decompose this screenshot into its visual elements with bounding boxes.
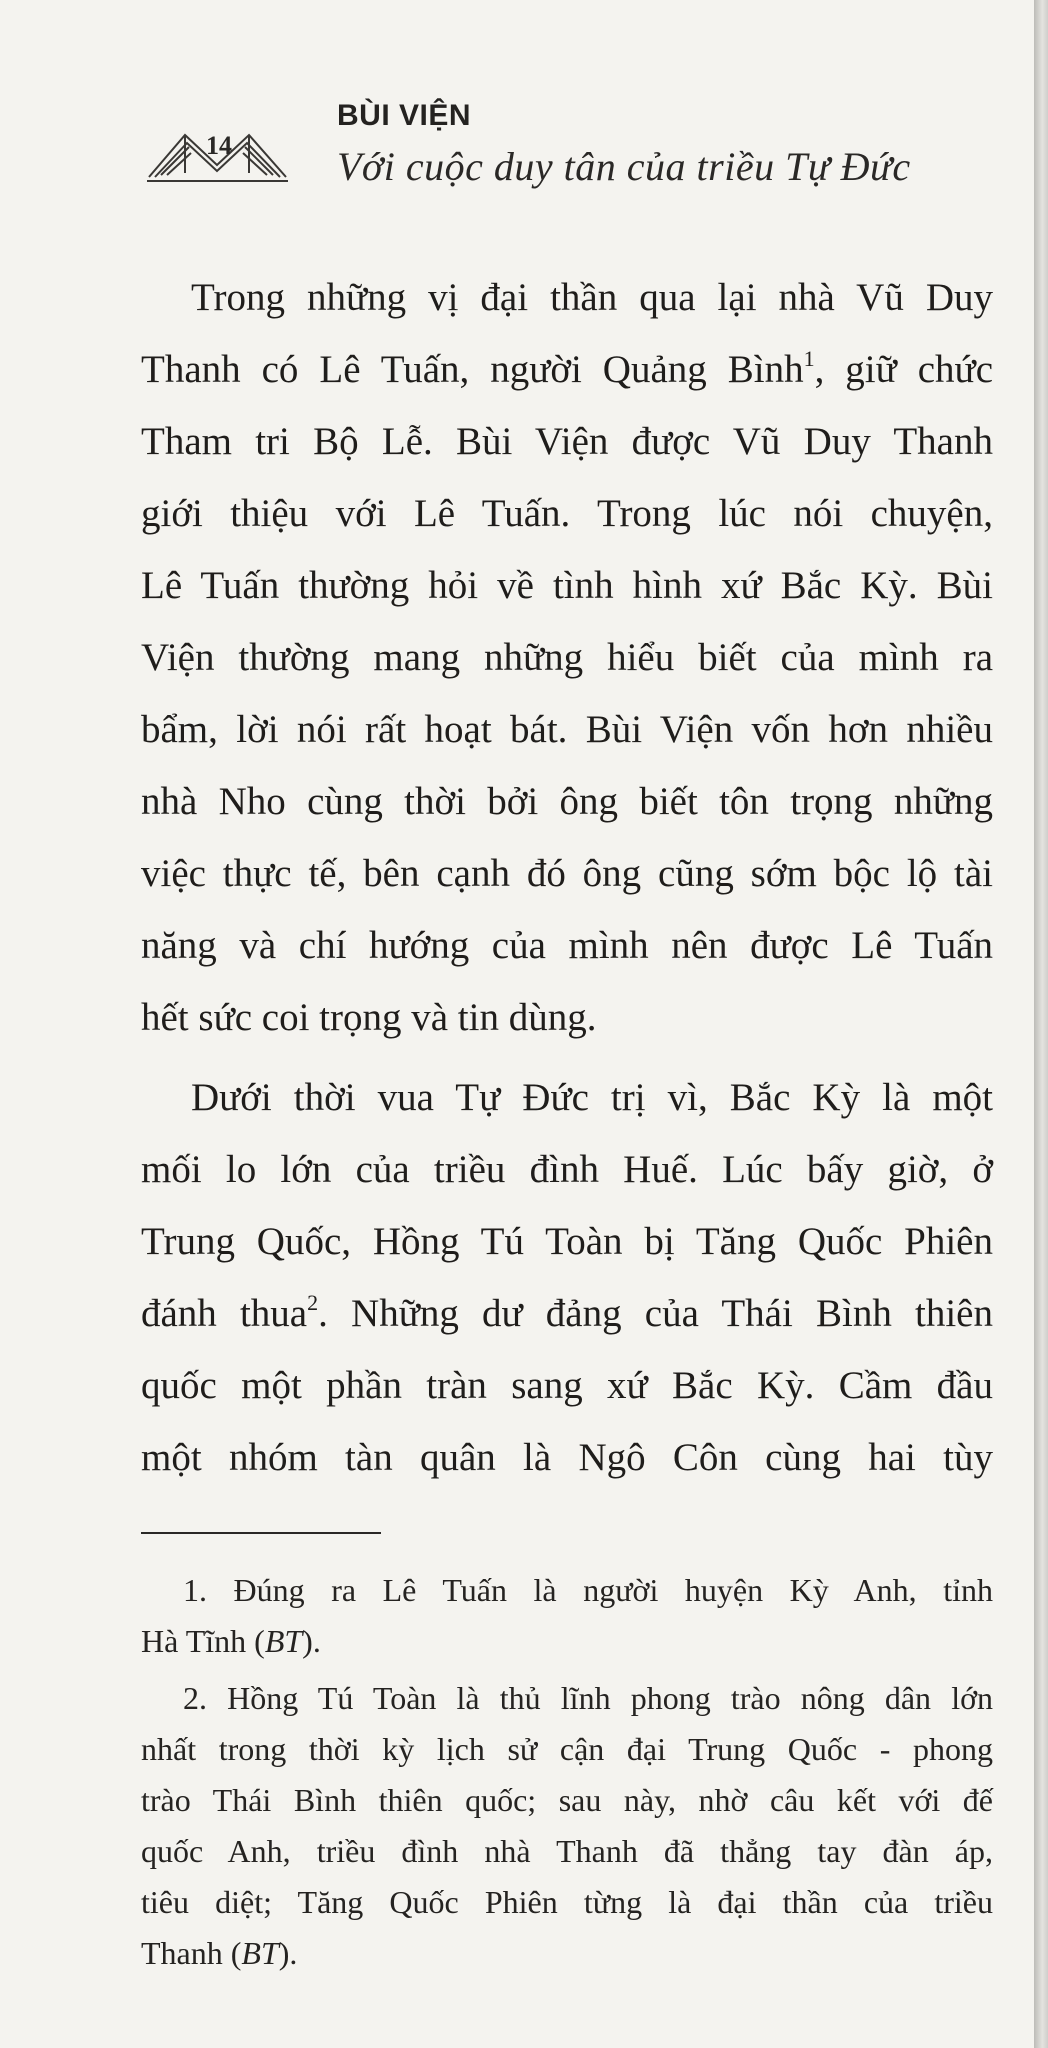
text-line: nhà Nho cùng thời bởi ông biết tôn trọng những xyxy=(141,780,993,823)
text-line: việc thực tế, bên cạnh đó ông cũng sớm bộc lộ tài xyxy=(141,852,993,895)
footnote-line: trào Thái Bình thiên quốc; sau này, nhờ câu kết với đế xyxy=(141,1782,993,1818)
text-line: Viện thường mang những hiểu biết của mình ra xyxy=(141,636,993,679)
footnote-line: nhất trong thời kỳ lịch sử cận đại Trung Quốc - phong xyxy=(141,1731,993,1767)
running-subtitle: Với cuộc duy tân của triều Tự Đức xyxy=(337,144,911,189)
text-line: Lê Tuấn thường hỏi về tình hình xứ Bắc Kỳ. Bùi xyxy=(141,564,993,607)
footnote-line: 2. Hồng Tú Toàn là thủ lĩnh phong trào nông dân lớn xyxy=(183,1680,993,1716)
text-line: mối lo lớn của triều đình Huế. Lúc bấy giờ, ở xyxy=(141,1148,993,1191)
text-line: một nhóm tàn quân là Ngô Côn cùng hai tùy xyxy=(141,1436,993,1479)
text-line: quốc một phần tràn sang xứ Bắc Kỳ. Cầm đầu xyxy=(141,1364,993,1407)
footnotes xyxy=(141,1565,993,1979)
footnote-marker: 1 xyxy=(803,346,815,371)
text-line: Tham tri Bộ Lễ. Bùi Viện được Vũ Duy Thanh xyxy=(141,420,993,463)
text-line: giới thiệu với Lê Tuấn. Trong lúc nói chuyện, xyxy=(141,492,993,535)
text-line: Trong những vị đại thần qua lại nhà Vũ Duy xyxy=(191,276,993,319)
footnote-line: Thanh (BT). xyxy=(141,1935,298,1971)
footnote-line: tiêu diệt; Tăng Quốc Phiên từng là đại thần của triều xyxy=(141,1884,993,1920)
footnote-marker: 2 xyxy=(307,1290,319,1315)
text-line: bẩm, lời nói rất hoạt bát. Bùi Viện vốn hơn nhiều xyxy=(141,708,993,751)
running-title: BÙI VIỆN xyxy=(337,99,472,132)
text-line: Dưới thời vua Tự Đức trị vì, Bắc Kỳ là một xyxy=(191,1076,993,1119)
footnote-line: Hà Tĩnh (BT). xyxy=(141,1623,321,1659)
text-line: hết sức coi trọng và tin dùng. xyxy=(141,996,597,1039)
text-line: đánh thua$^2$. Những dư đảng của Thái Bình thiên xyxy=(141,1290,993,1335)
text-line: Trung Quốc, Hồng Tú Toàn bị Tăng Quốc Phiên xyxy=(141,1220,993,1263)
text-line: năng và chí hướng của mình nên được Lê Tuấn xyxy=(141,924,993,967)
footnote-line: quốc Anh, triều đình nhà Thanh đã thẳng tay đàn áp, xyxy=(141,1833,993,1869)
text-line: Thanh có Lê Tuấn, người Quảng Bình$^1$, giữ chức xyxy=(141,346,994,391)
page-header xyxy=(145,95,1005,205)
page-number: 14 xyxy=(206,131,232,160)
footnote-divider xyxy=(141,1532,381,1534)
main-text xyxy=(141,262,993,1494)
footnote-line: 1. Đúng ra Lê Tuấn là người huyện Kỳ Anh, tỉnh xyxy=(183,1572,993,1608)
page-edge xyxy=(1034,0,1048,2048)
